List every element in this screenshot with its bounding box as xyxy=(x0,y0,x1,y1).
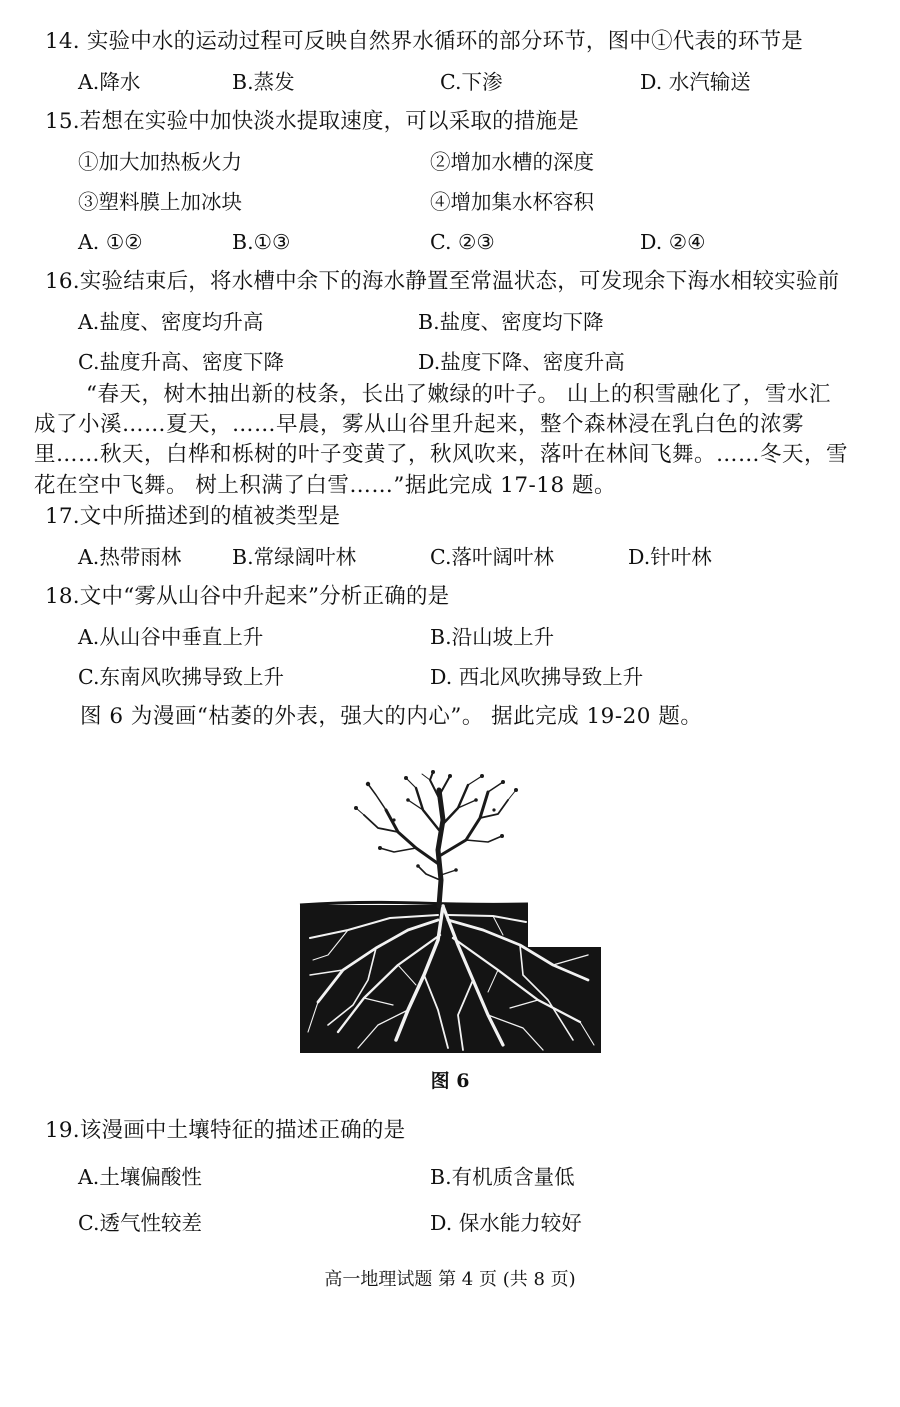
q17-option-d: D.针叶林 xyxy=(628,545,712,569)
q17-option-a: A.热带雨林 xyxy=(78,545,182,569)
page-footer: 高一地理试题 第 4 页 (共 8 页) xyxy=(324,1269,576,1290)
q18-stem: 18.文中“雾从山谷中升起来”分析正确的是 xyxy=(45,584,450,609)
q15-option-c: C. ②③ xyxy=(430,230,495,254)
q15-item-2: ②增加水槽的深度 xyxy=(430,150,594,174)
figure-caption: 图 6 xyxy=(430,1070,470,1092)
q16-option-c: C.盐度升高、密度下降 xyxy=(78,350,284,374)
q19-option-a: A.土壤偏酸性 xyxy=(78,1165,202,1189)
q17-option-c: C.落叶阔叶林 xyxy=(430,545,554,569)
q18-option-a: A.从山谷中垂直上升 xyxy=(78,625,264,649)
q15-option-a: A. ①② xyxy=(78,230,143,254)
q15-option-b: B.①③ xyxy=(232,230,291,254)
q16-option-b: B.盐度、密度均下降 xyxy=(418,310,604,334)
q17-option-b: B.常绿阔叶林 xyxy=(232,545,357,569)
q15-item-3: ③塑料膜上加冰块 xyxy=(78,190,242,214)
q16-option-d: D.盐度下降、密度升高 xyxy=(418,350,625,374)
q15-option-d: D. ②④ xyxy=(640,230,706,254)
q18-option-d: D. 西北风吹拂导致上升 xyxy=(430,665,644,689)
passage-line-1: “春天，树木抽出新的枝条，长出了嫩绿的叶子。 山上的积雪融化了，雪水汇 xyxy=(86,382,831,407)
q14-stem: 14. 实验中水的运动过程可反映自然界水循环的部分环节，图中①代表的环节是 xyxy=(45,29,803,54)
passage-line-2: 成了小溪……夏天，……早晨，雾从山谷里升起来，整个森林浸在乳白色的浓雾 xyxy=(34,412,805,437)
q18-option-b: B.沿山坡上升 xyxy=(430,625,555,649)
q14-option-c: C.下渗 xyxy=(440,70,503,94)
q19-option-d: D. 保水能力较好 xyxy=(430,1211,582,1235)
q15-stem: 15.若想在实验中加快淡水提取速度，可以采取的措施是 xyxy=(45,109,579,134)
q19-stem: 19.该漫画中土壤特征的描述正确的是 xyxy=(45,1118,406,1143)
figure-intro: 图 6 为漫画“枯萎的外表，强大的内心”。 据此完成 19-20 题。 xyxy=(80,704,703,729)
q16-option-a: A.盐度、密度均升高 xyxy=(78,310,264,334)
q16-stem: 16.实验结束后，将水槽中余下的海水静置至常温状态，可发现余下海水相较实验前 xyxy=(45,269,840,294)
q17-stem: 17.文中所描述到的植被类型是 xyxy=(45,504,341,529)
passage-line-4: 花在空中飞舞。 树上积满了白雪……”据此完成 17-18 题。 xyxy=(34,473,616,498)
q19-option-b: B.有机质含量低 xyxy=(430,1165,575,1189)
passage-line-3: 里……秋天，白桦和栎树的叶子变黄了，秋风吹来，落叶在林间飞舞。……冬天，雪 xyxy=(34,442,849,467)
q18-option-c: C.东南风吹拂导致上升 xyxy=(78,665,284,689)
q14-option-a: A.降水 xyxy=(78,70,141,94)
q14-option-d: D. 水汽输送 xyxy=(640,70,751,94)
figure-6-illustration xyxy=(298,770,603,1055)
q15-item-1: ①加大加热板火力 xyxy=(78,150,242,174)
q19-option-c: C.透气性较差 xyxy=(78,1211,202,1235)
q14-option-b: B.蒸发 xyxy=(232,70,295,94)
q15-item-4: ④增加集水杯容积 xyxy=(430,190,594,214)
